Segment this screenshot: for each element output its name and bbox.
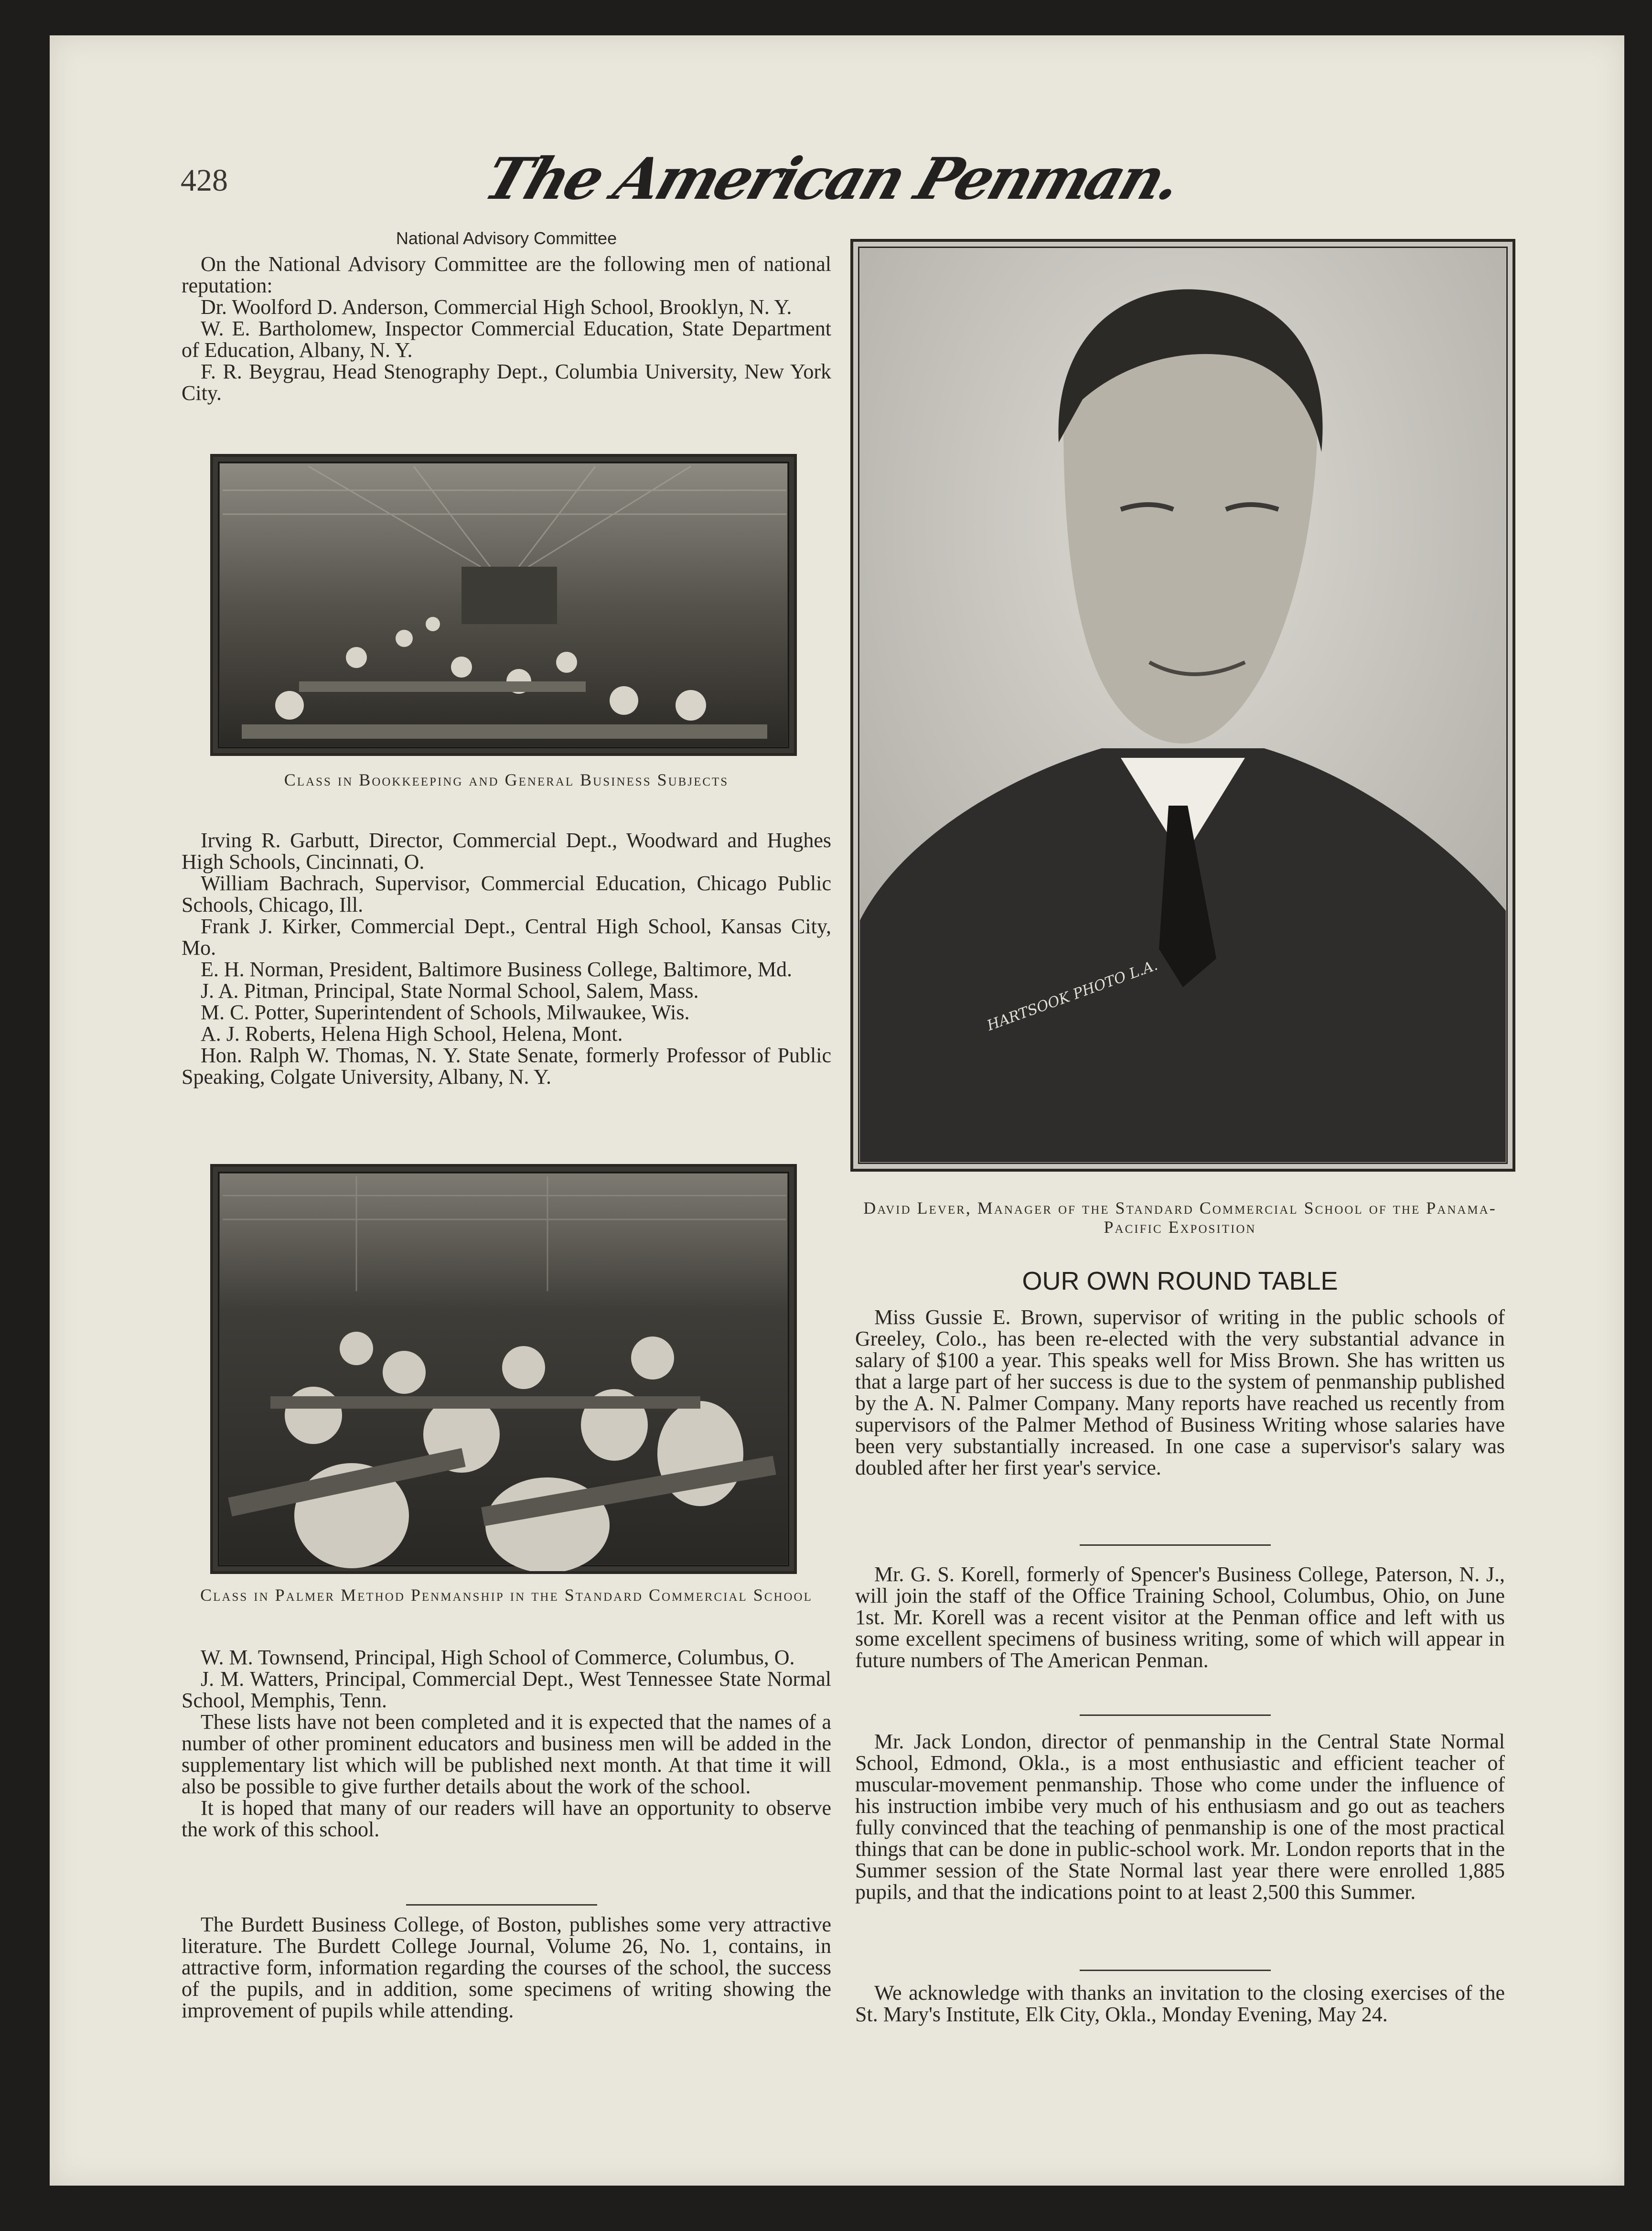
portrait-illustration: [853, 242, 1513, 1169]
list-item: Frank J. Kirker, Commercial Dept., Central High School, Kansas City, Mo.: [182, 915, 831, 959]
page-number: 428: [181, 163, 228, 198]
photo-studio-stamp: HARTSOOK PHOTO L.A.: [985, 957, 1160, 1035]
list-item: William Bachrach, Supervisor, Commercial Education, Chicago Public Schools, Chicago, Ill.: [182, 872, 831, 916]
portrait-caption: David Lever, Manager of the Standard Commercial School of the Panama-Pacific Exposition: [863, 1198, 1497, 1237]
closing-text: We acknowledge with thanks an invitation to the closing exercises of the St. Mary's Institute, Elk City, Okla., Monday Evening, May 24.: [855, 1981, 1505, 2026]
burdett-paragraph: [182, 1914, 831, 2021]
divider: [1080, 1970, 1271, 1971]
london-text: Mr. Jack London, director of penmanship in the Central State Normal School, Edmond, Okla., is a most enthusiastic and efficient teacher of muscular-movement penmanship. Those who come under the influence of his instruction imbibe very much of his enthusiasm and go out as teachers fully convinced that the teaching of penmanship is one of the most practical things that can be done in public-school work. Mr. London reports that in the Summer session of the State Normal last year there were enrolled 1,885 pupils, and that the indications point to at least 2,500 this Summer.: [855, 1730, 1505, 1904]
korell-text: Mr. G. S. Korell, formerly of Spencer's Business College, Paterson, N. J., will join the staff of the Office Training School, Columbus, Ohio, on June 1st. Mr. Korell was a recent visitor at the Penman office and left with us some excellent specimens of business writing, some of which will appear in future numbers of The American Penman.: [855, 1563, 1505, 1672]
classroom-illustration: [213, 457, 794, 753]
list-item: M. C. Potter, Superintendent of Schools, Milwaukee, Wis.: [201, 1001, 690, 1024]
list-item: J. A. Pitman, Principal, State Normal School, Salem, Mass.: [201, 979, 699, 1002]
committee-list-end: [182, 1647, 831, 1840]
list-item: Hon. Ralph W. Thomas, N. Y. State Senate, formerly Professor of Public Speaking, Colgate University, Albany, N. Y.: [182, 1044, 831, 1089]
bookkeeping-class-photo: [210, 454, 797, 756]
masthead-logo: The American Penman.: [476, 145, 1189, 213]
penmanship-class-photo: [210, 1164, 797, 1574]
david-lever-portrait: [850, 239, 1515, 1172]
committee-paragraph: F. R. Beygrau, Head Stenography Dept., Columbia University, New York City.: [182, 360, 831, 405]
penmanship-caption: Class in Palmer Method Penmanship in the Standard Commercial School: [200, 1585, 813, 1605]
committee-list-continued: [182, 830, 831, 1088]
classroom-illustration: [213, 1167, 794, 1571]
korell-paragraph: [855, 1563, 1505, 1671]
closing-paragraph: [855, 1982, 1505, 2025]
committee-paragraph: Dr. Woolford D. Anderson, Commercial High School, Brooklyn, N. Y.: [201, 295, 792, 319]
brown-paragraph: [855, 1306, 1505, 1478]
list-item: Irving R. Garbutt, Director, Commercial Dept., Woodward and Hughes High Schools, Cincinnati, O.: [182, 829, 831, 873]
brown-text: Miss Gussie E. Brown, supervisor of writing in the public schools of Greeley, Colo., has been re-elected with the very substantial advance in salary of $100 a year. This speaks well for Miss Brown. She has written us that a large part of her success is due to the system of penmanship published by the A. N. Palmer Company. Many reports have reached us recently from supervisors of the Palmer Method of Business Writing whose salaries have been very substantially increased. In one case a supervisor's salary was doubled after her first year's service.: [855, 1305, 1505, 1479]
list-item: W. M. Townsend, Principal, High School of Commerce, Columbus, O.: [201, 1646, 795, 1669]
list-item: J. M. Watters, Principal, Commercial Dept., West Tennessee State Normal School, Memphis, Tenn.: [182, 1667, 831, 1712]
divider: [406, 1904, 597, 1906]
list-item: These lists have not been completed and it is expected that the names of a number of other prominent educators and business men will be added in the supplementary list which will be published next month. At that time it will also be possible to give further details about the work of the school.: [182, 1710, 831, 1798]
committee-title: National Advisory Committee: [396, 228, 617, 248]
list-item: E. H. Norman, President, Baltimore Business College, Baltimore, Md.: [201, 958, 792, 981]
committee-paragraph: On the National Advisory Committee are the following men of national reputation:: [182, 252, 831, 297]
bookkeeping-caption: Class in Bookkeeping and General Business Subjects: [284, 770, 729, 789]
list-item: A. J. Roberts, Helena High School, Helena, Mont.: [201, 1022, 623, 1045]
list-item: It is hoped that many of our readers will have an opportunity to observe the work of this school.: [182, 1796, 831, 1841]
committee-intro: [182, 253, 831, 404]
round-table-title: OUR OWN ROUND TABLE: [1022, 1267, 1338, 1295]
divider: [1080, 1544, 1271, 1546]
london-paragraph: [855, 1731, 1505, 1903]
divider: [1080, 1714, 1271, 1716]
burdett-text: The Burdett Business College, of Boston, publishes some very attractive literature. The Burdett College Journal, Volume 26, No. 1, contains, in attractive form, information regarding the courses of the school, the success of the pupils, and in addition, some specimens of writing showing the improvement of pupils while attending.: [182, 1913, 831, 2022]
committee-paragraph: W. E. Bartholomew, Inspector Commercial Education, State Department of Education, Albany, N. Y.: [182, 317, 831, 362]
